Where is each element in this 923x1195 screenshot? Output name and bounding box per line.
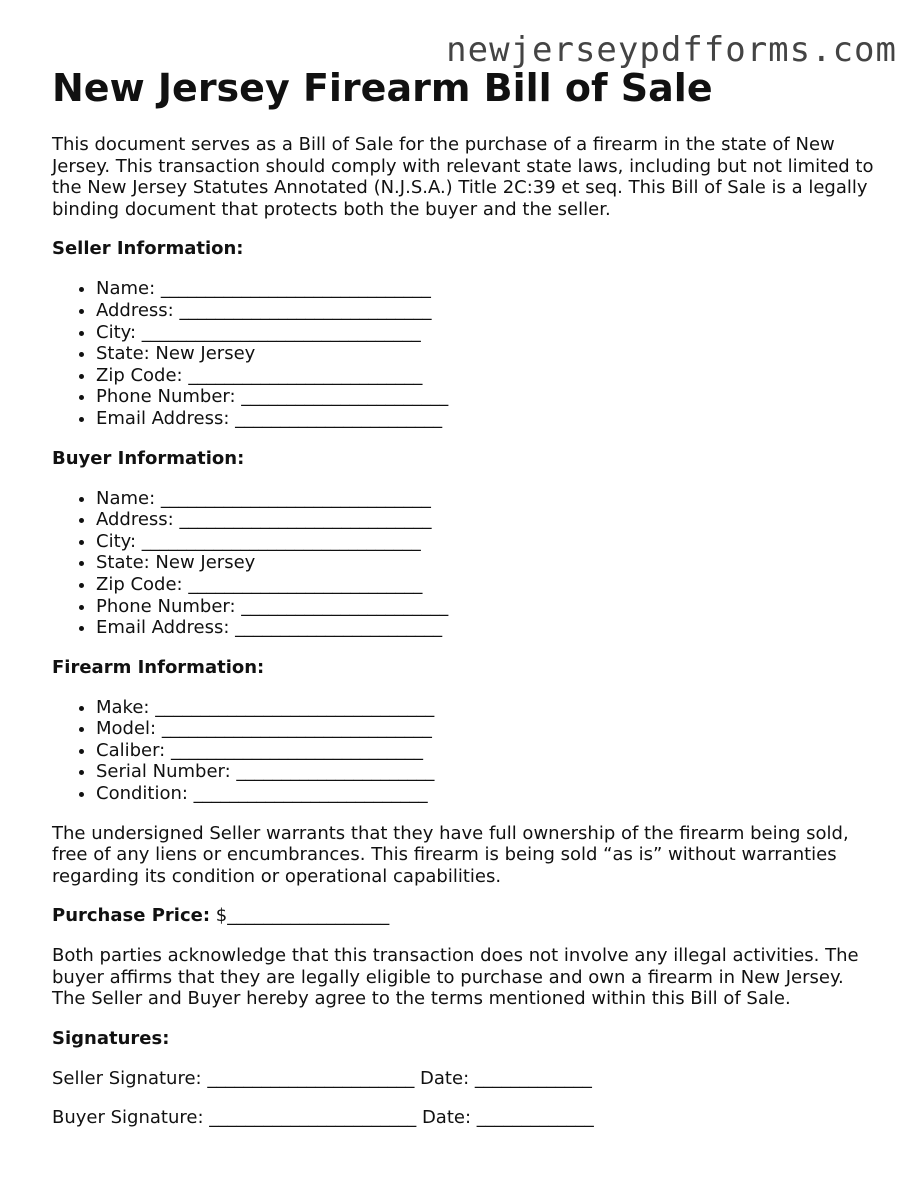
buyer-signature-line[interactable]: Buyer Signature: _______________________ Date: _____________ xyxy=(52,1107,594,1129)
buyer-phone-field[interactable]: • Phone Number: _______________________ xyxy=(96,596,882,618)
buyer-info-list xyxy=(52,488,882,639)
firearm-caliber-field[interactable]: • Caliber: ____________________________ xyxy=(96,740,882,762)
buyer-state-field: • State: New Jersey xyxy=(96,552,882,574)
signatures-heading: Signatures: xyxy=(52,1027,170,1049)
buyer-email-field[interactable]: • Email Address: _______________________ xyxy=(96,617,882,639)
firearm-model-field[interactable]: • Model: ______________________________ xyxy=(96,718,882,740)
seller-name-field[interactable]: • Name: ______________________________ xyxy=(96,278,882,300)
warranty-paragraph: The undersigned Seller warrants that they have full ownership of the firearm being sold, free of any liens or encumbrances. This firearm is being sold “as is” without warranties regarding its condition or operational capabilities. xyxy=(52,822,849,887)
seller-city-field[interactable]: • City: _______________________________ xyxy=(96,322,882,344)
firearm-make-field[interactable]: • Make: _______________________________ xyxy=(96,697,882,719)
document-body xyxy=(52,66,882,1129)
page-title: New Jersey Firearm Bill of Sale xyxy=(52,66,713,110)
buyer-zip-field[interactable]: • Zip Code: __________________________ xyxy=(96,574,882,596)
firearm-condition-field[interactable]: • Condition: __________________________ xyxy=(96,783,882,805)
seller-signature-line[interactable]: Seller Signature: _______________________ Date: _____________ xyxy=(52,1067,592,1089)
firearm-heading: Firearm Information: xyxy=(52,656,265,678)
purchase-price-label: Purchase Price: xyxy=(52,905,211,927)
seller-state-field: • State: New Jersey xyxy=(96,343,882,365)
seller-info-list xyxy=(52,278,882,429)
site-watermark: newjerseypdfforms.com xyxy=(446,30,897,70)
seller-phone-field[interactable]: • Phone Number: _______________________ xyxy=(96,386,882,408)
seller-heading: Seller Information: xyxy=(52,238,244,260)
buyer-heading: Buyer Information: xyxy=(52,447,245,469)
firearm-serial-field[interactable]: • Serial Number: ______________________ xyxy=(96,761,882,783)
firearm-info-list xyxy=(52,697,882,805)
seller-email-field[interactable]: • Email Address: _______________________ xyxy=(96,408,882,430)
buyer-address-field[interactable]: • Address: ____________________________ xyxy=(96,509,882,531)
intro-paragraph: This document serves as a Bill of Sale for the purchase of a firearm in the state of New Jersey. This transaction should comply with relevant state laws, including but not limited to the New Jersey Statutes Annotated (N.J.S.A.) Title 2C:39 et seq. This Bill of Sale is a legally binding document that protects both the buyer and the seller. xyxy=(52,134,874,220)
seller-address-field[interactable]: • Address: ____________________________ xyxy=(96,300,882,322)
purchase-price-field[interactable]: $__________________ xyxy=(210,905,390,927)
seller-zip-field[interactable]: • Zip Code: __________________________ xyxy=(96,365,882,387)
buyer-city-field[interactable]: • City: _______________________________ xyxy=(96,531,882,553)
acknowledge-paragraph: Both parties acknowledge that this transaction does not involve any illegal activities. The buyer affirms that they are legally eligible to purchase and own a firearm in New Jersey. The Seller and Buyer hereby agree to the terms mentioned within this Bill of Sale. xyxy=(52,945,859,1010)
purchase-price-line xyxy=(52,905,882,927)
buyer-name-field[interactable]: • Name: ______________________________ xyxy=(96,488,882,510)
